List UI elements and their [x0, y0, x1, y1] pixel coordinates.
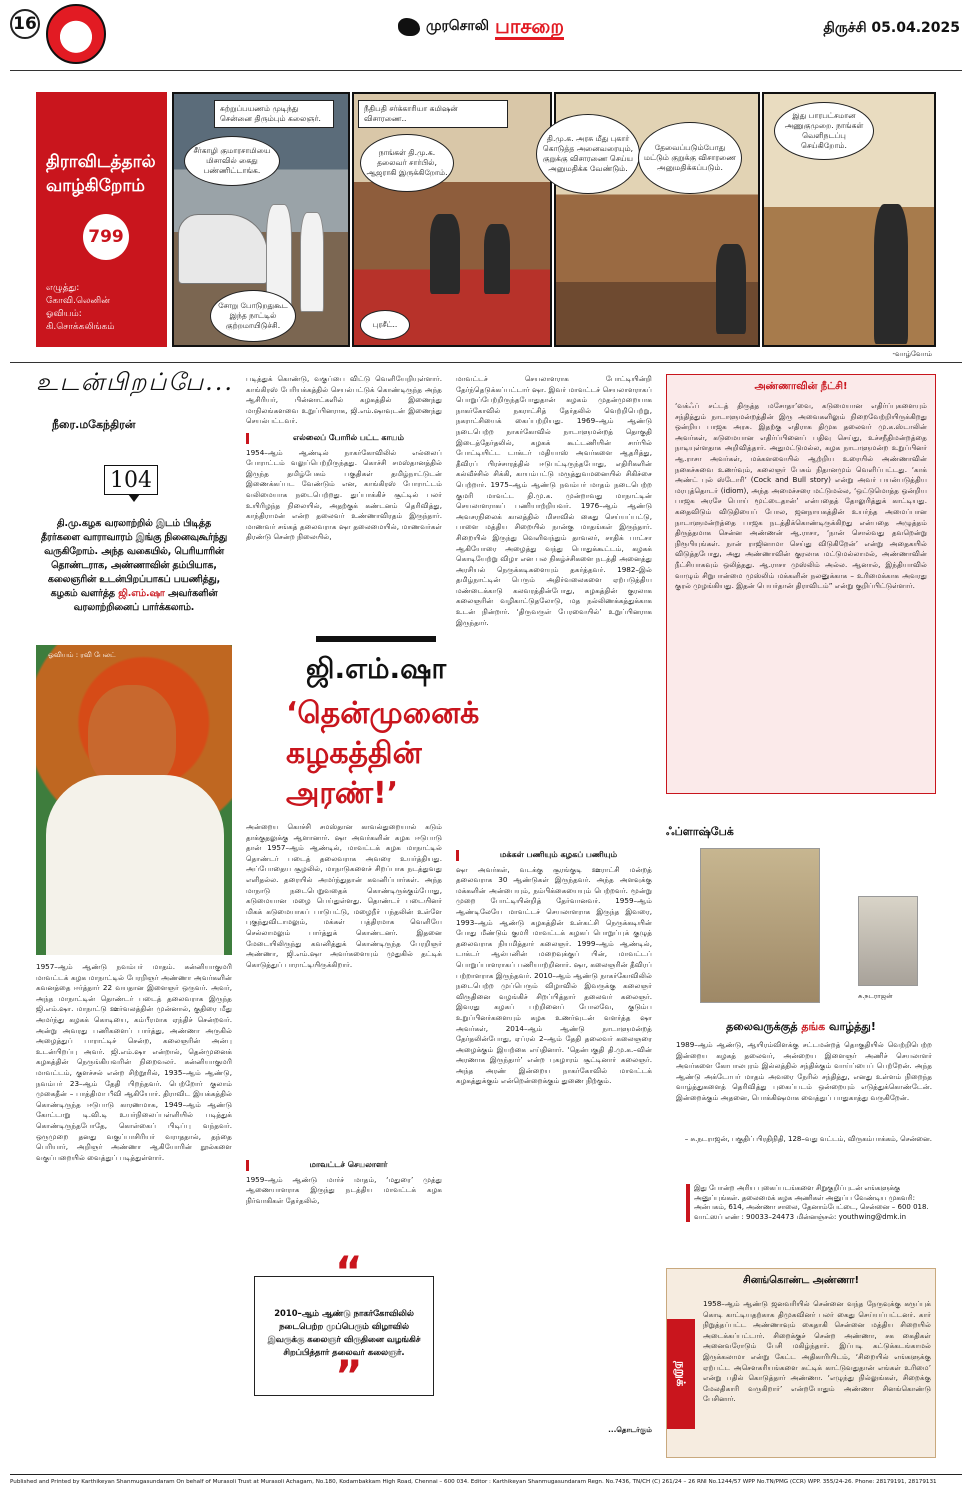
comic-title: திராவிடத்தால் வாழ்கிறோம் [46, 152, 156, 196]
car-illustration [178, 214, 268, 284]
comic-end-note: -வாழ்வோம் [892, 350, 932, 358]
box-title: சினங்கொண்ட அண்ணா! [742, 1275, 860, 1286]
box-vertical-label: நறுக் [667, 1319, 695, 1429]
paragraph: ஷா அவர்கள், வடக்கு சூரங்குடி ஊராட்சி மன்றத் தலைவராக 30 ஆண்டுகள் இருந்தவர். அந்த அளவுக்கு மக்களின் அன்பையும், நம்பிக்கையையும் பெற்றவர். மூன்று முறை போட்டியின்றித் தேர்வானவர். 1959–ஆம் ஆண்டிலேயே மாவட்டச் செயலாளராக இருந்த இவரை, 1993–ஆம் ஆண்டு கழகத்தின் உள்கட்சி நெருக்கடியின் போது மீண்டும் குமரி மாவட்டக் கழகப் பொறுப்புக் குழுத் தலைவராக நியமித்தார் கலைஞர். 1999–ஆம் ஆண்டில், டாக்டர் ஆல்பனின் மறைவுக்குப் பின், மாவட்டப் பொறுப்பாளராகப் பணியாற்றினார். ஷா, கலைஞரின் தீவிரப் பற்றாளராக இருந்தவர். 2010–ஆம் ஆண்டு நாகர்கோவிலில் நடைபெற்ற முப்பெரும் விழாவில் இவருக்கு கலைஞர் விருதினை வழங்கிச் சிறப்பித்தார் தலைவர் கலைஞர். இவரது கழகப் பற்றினைப் போலவே, குடும்ப உறுப்பினர்களையும் கழக உணர்வுடன் வளர்த்த ஷா அவர்கள், 2014–ஆம் ஆண்டு நாடாளுமன்றத் தேர்தலின்போது, ஏப்ரல் 2–ஆம் தேதி தலைவர் கலைஞரை அழைக்கும் இயற்கை எய்தினார். ‘தென்பகுதி தி.மு.க.–வின் அரணாக இருந்தார்’ என்ற புகழாரம் சூட்டினார் கலைஞர். அந்த அரண் இன்றைய நாகர்கோவில் மாவட்டக் கழகத்துக்கும் என்றென்றைக்கும் துணை நிற்கும். [456, 864, 652, 1086]
subheading: எல்லைப் போரில் பட்ட காயம் [246, 433, 442, 444]
comic-divider [10, 362, 962, 363]
paragraph: 1954–ஆம் ஆண்டில் நாகர்கோவிலில் எல்லைப் போராட்டம் வலுப்பெற்றிருந்தது. கொச்சி சமஸ்தானத்தில் இருந்த தமிழ்பேசும் பகுதிகள் தமிழ்நாட்டுடன் இணைக்கப்பட வேண்டும் என, காங்கிரஸ் போராட்டம் வலிமையாக நடைபெற்றது. துப்பாக்கிச் சூட்டில் பலர் உயிரிழந்த நிலையில், அதற்குக் கண்டனம் தெரிவித்து, காந்திராமன் என்ற தலைவர் உண்ணாவிரதம் இருந்தார். மாணவர் சங்கத் தலைவராக ஷா தலைமையில், மாணவர்கள் திரண்டு சென்ற நிலையில், [246, 447, 442, 542]
column-title-area [36, 368, 235, 399]
artist-credit: ஓவியம் : ரவி பேலட் [48, 651, 116, 659]
photo-caption: சு.நடராஜன் [858, 992, 893, 1000]
figure-lawyer [874, 204, 908, 344]
intro-body: தி.மு.கழக வரலாற்றில் இடம் பிடித்த தீரர்களை வாராவாரம் இங்கு நினைவுகூர்ந்து வருகிறோம். அந்த வகையில், பெரியாரின் தொண்டராக, அண்ணாவின் தம்பியாக, கலைஞரின் உடன்பிறப்பாகப் பயணித்து, கழகம் வளர்த்த [40, 518, 228, 599]
panel-caption: நீதிபதி சர்க்காரியா கமிஷன் விசாரணை.. [358, 100, 508, 128]
masthead-title: முரசொலி [426, 18, 489, 34]
comic-credits: எழுத்து: கோவி.லெனின் ஓவியம்: கி.சொக்கலிங்கம் [46, 283, 115, 332]
portrait-face [88, 685, 176, 789]
series-number-pointer [128, 494, 140, 502]
annavin-neetchi-box [666, 374, 936, 794]
figure-man [300, 212, 324, 312]
headline-name: ஜி.எம்.ஷா [306, 652, 447, 685]
wish-body: 1989–ஆம் ஆண்டு, ஆயிரம்விளக்கு சட்டமன்றத் தொகுதியில் வெற்றிபெற்ற இன்றைய கழகத் தலைவர், அன்றைய இளைஞர் அணிச் செயலாளர் அவர்களை கோபாலபுரம் இல்லத்தில் சந்திக்கும் வாய்ப்பைப் பெற்றேன். அந்த ஆண்டு அக்டோபர் மாதம் அவரை நேரில் சந்தித்து, எனது உள்ளம் நிறைந்த வாழ்த்துகளைத் தெரிவித்து புகைப்படம் ஒன்றையும் எடுத்துக்கொண்டேன். இன்றைக்கும் அதனை, பொக்கிஷமாக வைத்துப் பாதுகாத்து வருகிறேன். [676, 1040, 932, 1102]
panel-caption: சுற்றுப்பயணம் முடிந்து சென்னை திரும்பும் கலைஞர். [214, 100, 334, 128]
continued-note: ...தொடர்கும் [608, 1424, 652, 1434]
comic-panel-1 [172, 92, 350, 347]
speech-bubble: இது பாரபட்சமான அணுகுமுறை. நாங்கள் வெளிநடப்பு செய்கிறோம். [774, 102, 874, 160]
intro-subject: ஜி.எம்.ஷா [118, 588, 165, 599]
figure-judge [484, 224, 510, 294]
paragraph: படித்துக் கொண்டு, வகுப்பை விட்டு வெளியேறியுள்ளார். காங்கிரஸ் பேரியக்கத்தில் செயல்பட்டுக் கொண்டிருந்த அந்த ஆசிரியர், பின்னாட்களில் கழகத்தில் இணைந்து மாநிலங்களவை உறுப்பினராக, ஜி.எம்.ஷாவுடன் இணைந்து செயல்பட்டவர். [246, 374, 442, 426]
column-2-top [246, 374, 442, 626]
headline-title: ‘தென்முனைக் கழகத்தின் அரண்!’ [286, 696, 480, 811]
narukku-box [666, 1268, 936, 1458]
column-2-body [246, 822, 442, 1262]
speech-bubble: புரசீட்.. [360, 310, 410, 340]
submission-note: இது போன்ற அரிய புகைப்படங்களை சிறுகுறிப்புடன் எங்களுக்கு அனுப்புங்கள். தலைமைக் கழக அணிகள் அனுப்ப வேண்டிய முகவரி: அன்பகம், 614, அண்ணா சாலை, தேனாம்பேட்டை, சென்னை – 600 018. வாட்ஸப் எண் : 90033–24473 மின்னஞ்சல்: youthwing@dmk.in [686, 1184, 932, 1222]
masthead [398, 12, 578, 42]
dmk-logo-icon [46, 4, 106, 64]
box-title: அண்ணாவின் நீட்சி! [754, 381, 848, 392]
comic-side-panel [36, 92, 167, 347]
figure-lawyer [716, 244, 746, 334]
column-1-body: 1957–ஆம் ஆண்டு நவம்பர் மாதம். கன்னியாகுமரி மாவட்டக் கழக மாநாட்டில் பேரறிஞர் அண்ணா அவர்களின் கவனத்தை ஈர்த்தார் 22 வயதான இளைஞர் ஒருவர். அவர், அந்த மாநாட்டின் தொண்டர் படைத் தலைவராக இருந்த ஜி.எம்.ஷா. மாநாட்டு ஊர்வலத்தின் முன்னால், குதிரை மீது அமர்ந்து கழகக் கொடியை, கம்பீரமாக ஏந்திச் சென்றவர். அன்று அவரது பணிகளைப் பார்த்து, அண்ணா அருகில் அழைத்துப் பாராட்டிச் சென்ற, கலைஞரின் அன்பு உடன்பிறப்பு அவர். ஜி.எம்.ஷா என்றால், தென்முனைக் கழகத்தின் நெருங்கியவரின் நிறைவலர். கன்னியாகுமரி மாவட்டம், குளச்சல் என்ற சிற்றூரில், 1935–ஆம் ஆண்டு, நவம்பர் 23–ஆம் தேதி பிறந்தவர். பெற்றோர் குலாம் முகைதீன் – பாத்திமா பீவி ஆகியோர். திராவிட இயக்கத்தில் கொண்டிருந்த ஈடுபாடு காரணமாக, 1949–ஆம் ஆண்டு கோட்டாறு டி.வி.டி உயர்நிலைப்பள்ளியில் படித்துக் கொண்டிருந்தபோதே, கொள்கைப் பிடிப்பு வந்தவர். ஒருமுறை தனது வகுப்பாசிரியர் வராததால், தந்தை பெரியார், அறிஞர் அண்ணா ஆகியோரின் நூல்களை வகுப்பறையில் வைத்துப் படித்துள்ளார். [36, 962, 232, 1162]
intro-text [36, 517, 232, 615]
wish-title-b: தங்க [801, 1020, 826, 1033]
pull-quote-text: 2010–ஆம் ஆண்டு நாகர்கோவிலில் நடைபெற்ற முப்பெரும் விழாவில் இவருக்கு கலைஞர் விருதினை வழங்கிச் சிறப்பித்தார் தலைவர் கலைஞர். [267, 1308, 421, 1357]
header-divider [10, 70, 962, 71]
comic-episode: 799 [83, 214, 129, 260]
box-body: ‘வக்ஃப் சட்டத் திருத்த மசோதா’வை, கடுமையான எதிர்ப்புகளையும் சந்தித்தும் நாடாளுமன்றத்தின் இரு அவைகளிலும் நிறைவேற்றியிருக்கிறது ஒன்றிய பாஜக அரசு. இதற்கு எதிராக திமுக தலைவர் மு.க.ஸ்டாலின் அவர்கள், கடுமையான எதிர்ப்பினைப் பதிவு செய்து, உச்சநீதிமன்றத்தை நாடியுள்ளதாக அறிவித்தார். அதுமட்டுமல்ல, கழக நாடாளுமன்ற உறுப்பினர் ஆ.ராசா அவர்கள், மக்களவையில் ஆற்றிய உரையில் அண்ணாவின் நகைச்சுவை உணர்வும், கலைஞர் பேசும் நிதானமும் வெளிப்பட்டது. ‘காக் அண்ட் புல் ஸ்டோரி’ (Cock and Bull story) என்று அவர் பயன்படுத்திய மரபுத்தொடர் (idiom), அந்த அமைச்சரை மட்டுமல்ல, ‘ஒட்டுமொத்த ஒன்றிய பாஜக அரசே பொய் மூட்டைதான்’ என்பதைத் தோலுரித்துக் காட்டியது. கதைவிடும் விடுதியைப் போல, ஜனநாயகத்தின் உயர்ந்த அமைப்பான நாடாளுமன்றத்தை பாஜக நடத்திக்கொண்டிருக்கிறது என்பதை அழுத்தம் திருத்தமாக சென்ன அண்ணன் ஆ.ராசா, ‘நான் சொல்வது தவறென்று நிரூபியுங்கள். நான் ராஜினாமா செய்து விடுகிறேன்’ என்று அதைகயில் விடுத்தபோது, அது அண்ணாவின் குரலாக மட்டுமல்லாமல், அண்ணாவின் நீட்சியாகவும் ஒலித்தது. ஆ.ராசா முஸ்லிம் அல்ல. ஆனால், இந்தியாவில் வாழும் சிறுபான்மை முஸ்லிம் மக்களின் நலனுக்காக – உரிமைக்காக அவரது குரல் முழங்கியது. இதன் பெயர்தான் திராவிடம்” என்று குறிப்பிட்டுள்ளார். [675, 401, 927, 591]
speech-bubble: தி.மு.க. அரசு மீது புகார் கொடுத்த அனைவரையும், குறுக்கு விசாரணை செய்ய அனுமதிக்க வேண்டும். [536, 114, 640, 194]
paragraph: 1959–ஆம் ஆண்டு மார்ச் மாதம், ‘மதுரை’ முத்து ஆணையாளராக இருந்து நடத்திய மாவட்டக் கழக நிர்வாகிகள் தேர்தலில், [246, 1174, 442, 1205]
flashback-title: ஃப்ளாஷ்பேக் [666, 825, 734, 838]
figure-lawyer [430, 214, 460, 294]
quote-close-icon: ” [335, 1351, 363, 1400]
paragraph: மாவட்டச் செயலாளராக போட்டியின்றி தேர்ந்தெடுக்கப்பட்டார் ஷா. இவர் மாவட்டச் செயலாளராகப் பொறுப்பேற்றிருந்தபோதுதான் கழகம் முதன்முறையாக நாகர்கோவில் நகராட்சித் தேர்தலில் வெற்றிபெற்று, நகராட்சியைக் கைப்பற்றியது. 1969–ஆம் ஆண்டு நடைபெற்ற நாகர்கோவில் நாடாளுமன்றத் தொகுதி இடைத்தேர்தலில், கழகக் கூட்டணியின் சார்பில் போட்டியிட்ட டாக்டர் மதியாஸ் அவர்களை ஆதரித்து, தீவிரப் பிரச்சாரத்தில் ஈடுபட்டிருந்தபோது, எதிரிகளின் கல்வீச்சில் சிக்கி, காயம்பட்டு மருத்துவமனையில் சிகிச்சை பெற்றார். 1975–ஆம் ஆண்டு நவம்பர் மாதம் நடைபெற்ற குமரி மாவட்ட தி.மு.க. முன்றாவது மாநாட்டின் செயலாளராகப் பணியாற்றியவர். 1976–ஆம் ஆண்டு அவசரநிலைக் காலத்தில் மிசாவில் கைது செய்யப்பட்டு, பாளை மத்திய சிறையில் நான்கு மாதங்கள் இருந்தார். சிறையில் இருந்து வெளிவந்தும் தாவலர், சாதிக் பாட்சா ஆகியோரை அழைத்து வந்து பொதுக்கூட்டம், கழகக் கொடியேற்று விழா என பல நிகழ்ச்சிகளை நடத்தி அனைத்து அரசியல் நெருக்கடிகளையும் தகர்த்தவர். 1982–இல் தமிழ்நாட்டின் பெரும் அதிர்வலைகளை ஏற்படுத்திய மண்டைக்காடு கலவரத்தின்போது, கழகத்தின் குரலாக கலைஞரின் வழிகாட்டுதலோடு, மத நல்லிணக்கத்துக்காக உடன் நின்றார். ‘திருவருள் பேரவையில்’ உறுப்பினராக இருந்தார். [456, 374, 652, 627]
flashback-photo [700, 848, 820, 1003]
box-body: 1958–ஆம் ஆண்டு ஜனவரியில் சென்னை வந்த நேருவுக்கு கருப்புக் கொடி காட்டியதற்காக திமுகவினர் பலர் கைது செய்யப்பட்டனர். கார் நிறுத்தப்பட்ட அண்ணாவும் கைதாகி சென்னை மத்திய சிறையில் அடைக்கப்பட்டார். சிறைக்குச் சென்ற அண்ணா, சக கைதிகள் அனைவரோடும் பேசி மகிழ்ந்தார். இப்படி கட்டுக்கடங்காமல் இருக்கலாமா என்று கேட்ட அதிகாரியிடம், ‘சிறையில் எங்களுக்கு ஏற்பட்ட அசௌகரியங்களை சுட்டிக் காட்டுவதுதான் எங்கள் உரிமை’ என்று பதில் கொடுத்தார் அண்ணா. ‘எழுந்து நில்லுங்கள், சிறைக்கு மேலதிகாரி வருகிறார்’ என்றபோதும் அண்ணா சினங்கொண்டு பேசினார். [703, 1299, 931, 1404]
dateline: திருச்சி 05.04.2025 [823, 20, 960, 36]
imprint-footer: Published and Printed by Karthikeyan Shanmugasundaram On behalf of Murasoli Trust at Murasoli Achagam, No.180, Kodambakkam High Road, Chennai – 600 034. Editor : Karthikeyan Shanmugasundaram Regn. No.7436, TN/CH (C) 261/24 – 26 RNI No.1244/57 WPP No.TN/PMG (CCR) WPP. 355/24-26. Phone: 28179191, 28179131 [10, 1474, 962, 1486]
supplement-title: பாசறை [495, 13, 564, 38]
portrait-illustration [36, 645, 232, 955]
speech-bubble: சீர்காழி குமாரசாமியை மிசாவில் கைது பண்ணிட்டாங்க. [184, 136, 280, 186]
column-3-body [456, 374, 652, 1466]
subheading: மாவட்டச் செயலாளர் [246, 1160, 442, 1171]
contributor-photo [858, 896, 918, 986]
comic-panel-3 [542, 92, 760, 347]
wish-signature: – சு.நடராஜன், பகுதிப் பிரதிநிதி, 128–வது வட்டம், விருகம்பாக்கம், சென்னை. [684, 1135, 932, 1143]
wish-title [666, 1020, 936, 1035]
paragraph: அன்றைய கொச்சி சமஸ்தான காவல்துறையால் கடும் தாக்குதலுக்கு ஆளானார். ஷா அவர்களின் கழக ஈடுபாடு தான் 1957–ஆம் ஆண்டில், மாவட்டக் கழக மாநாட்டில் தொண்டர் படைத் தலைவராக அவரை உயர்த்தியது. அப்போதைய சூழலில், மாநாடுகளைச் சிறப்பாக நடத்துவது எளிதல்ல. தரையில் அமர்ந்துதான் கவனிப்பார்கள். அந்த மாநாடு நடைபெறுவதைக் கொண்டிருக்கும்போது, கடுமையான மழை பெய்துள்ளது. தொண்டர் படையினர் மிகக் கடுமையாகப் பாடுபட்டு, மழைநீர் பந்தலின் உள்ளே புகுந்துவிடாமலும், மக்கள் பத்திரமாக வெளியே செல்லாமலும் பார்த்துக் கொண்டனர். இதனை மேடையிலிருந்து கவனித்துக் கொண்டிருந்த பேரறிஞர் அண்ணா, ஜி.எம்.ஷா அவர்களையும் முதுகில் தட்டிக் கொடுத்துப் பாராட்டியிருக்கிறார். [246, 822, 442, 969]
speech-bubble: நாங்கள் தி.மு.க. தலைவர் சார்பில், ஆஜராகி இருக்கிறோம். [360, 134, 454, 192]
page-header [0, 0, 972, 70]
portrait-body [46, 775, 224, 955]
flashback-header [666, 820, 936, 840]
speech-bubble: சோறு போடுறதுகூட இந்த நாட்டில் குற்றமாயிடுச்சி. [210, 290, 296, 342]
series-title: உடன்பிறப்பே... [36, 368, 235, 396]
comic-panel-4 [762, 92, 936, 347]
speech-bubble: தேவைப்படும்போது மட்டும் குறுக்கு விசாரணை அனுமதிக்கப்படும். [638, 122, 742, 194]
wish-title-c: வாழ்த்து! [825, 1020, 876, 1033]
series-number: 104 [104, 465, 158, 495]
intro-end: அவர்களின் வரலாற்றினைப் பார்க்கலாம். [73, 588, 218, 613]
subheading: மக்கள் பணியும் கழகப் பணியும் [456, 850, 652, 861]
comic-panel-2 [352, 92, 552, 347]
author-name: நீரை.மகேந்திரன் [52, 418, 136, 431]
page-number: 16 [10, 9, 40, 39]
pull-quote [254, 1247, 434, 1400]
wish-title-a: தலைவருக்குத் [726, 1020, 802, 1033]
bull-icon [398, 18, 420, 36]
quote-open-icon: “ [335, 1247, 363, 1296]
headline-rule [316, 636, 436, 642]
